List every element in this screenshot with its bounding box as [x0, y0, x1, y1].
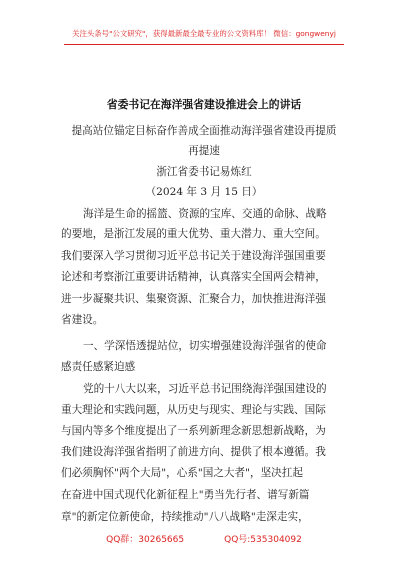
- body-line: 论述和考察浙江重要讲话精神，认真落实全国两会精神，: [61, 271, 326, 283]
- body-line: 一、学深悟透提站位，切实增强建设海洋强省的使命: [83, 340, 327, 352]
- body-line: 与国内等多个维度提出了一系列新理念新思想新战略，为: [61, 425, 326, 437]
- body-line: 在奋进中国式现代化新征程上"勇当先行者、谱写新篇: [61, 489, 310, 501]
- body-line: 进一步凝聚共识、集聚资源、汇聚合力，加快推进海洋强: [61, 293, 326, 305]
- body-line: 感责任感紧迫感: [61, 361, 136, 373]
- footer-qq-number: QQ号:535304092: [224, 535, 302, 545]
- footer-bar: [0, 532, 408, 545]
- body-line: 的要地，是浙江发展的重大优势、重大潜力、重大空间。: [61, 228, 326, 240]
- document-subtitle-line1: 提高站位锚定目标奋作善成全面推动海洋强省建设再提质: [71, 125, 337, 137]
- body-line: 省建设。: [61, 314, 104, 326]
- header-banner: 关注头条号"公文研究"，获得最新最全最专业的公文资料库！ 微信：gongwenyj: [72, 29, 336, 38]
- body-line: 章"的新定位新使命，持续推动"八八战略"走深走实，: [61, 511, 309, 523]
- body-line: 重大理论和实践问题，从历史与现实、理论与实践、国际: [61, 404, 326, 416]
- body-line: 们必须胸怀"两个大局"，心系"国之大者"，坚决扛起: [61, 467, 303, 479]
- document-subtitle-line2: 再提速: [188, 145, 220, 157]
- document-date: （2024 年 3 月 15 日）: [145, 186, 263, 198]
- body-line: 我们要深入学习贯彻习近平总书记关于建设海洋强国重要: [61, 250, 326, 262]
- document-title: 省委书记在海洋强省建设推进会上的讲话: [106, 98, 302, 111]
- body-line: 海洋是生命的摇篮、资源的宝库、交通的命脉、战略: [83, 208, 327, 220]
- footer-qq-group: QQ群：30265665: [106, 535, 185, 545]
- body-line: 党的十八大以来，习近平总书记围绕海洋强国建设的: [83, 383, 327, 395]
- document-author: 浙江省委书记易炼红: [156, 166, 252, 178]
- header-divider: [64, 44, 344, 45]
- body-line: 我们建设海洋强省指明了前进方向、提供了根本遵循。我: [61, 446, 326, 458]
